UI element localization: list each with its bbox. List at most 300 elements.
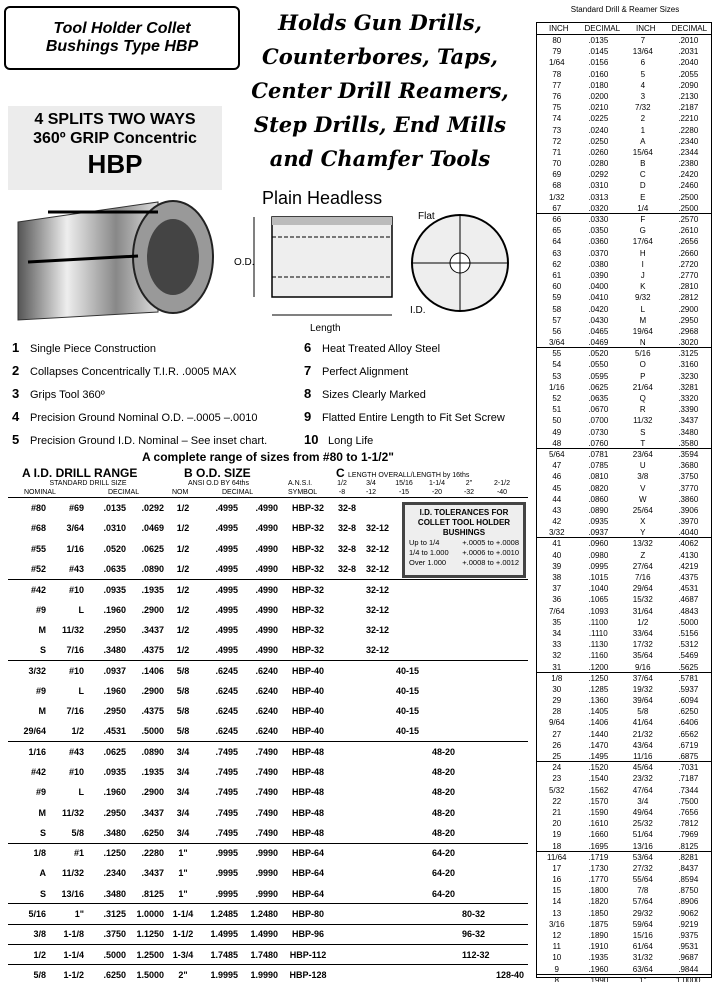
side-chart-cell: 3	[640, 91, 646, 101]
side-chart-cell: .4130	[678, 550, 699, 560]
tolerance-range: 1/4 to 1.000	[409, 548, 449, 557]
table-cell	[336, 863, 364, 883]
table-cell: 1"	[74, 909, 84, 920]
side-chart-cell: .0935	[588, 517, 609, 527]
feature-item	[12, 429, 302, 452]
bushing-photo	[8, 192, 218, 328]
table-cell	[336, 965, 364, 982]
side-chart-cell: T	[640, 438, 646, 448]
side-chart-cell: 54	[552, 360, 562, 370]
feature-number: 9	[304, 409, 312, 424]
table-row	[8, 924, 528, 944]
side-chart-cell: .1015	[588, 573, 609, 582]
side-chart-cell: 31/32	[632, 953, 653, 963]
side-chart-cell: 73	[552, 125, 562, 135]
table-cell: .4990	[255, 624, 278, 635]
side-chart-row	[537, 404, 711, 415]
side-chart-cell: .8750	[678, 886, 699, 896]
side-chart-cell: 53	[552, 371, 562, 381]
table-cell: 32-8	[338, 563, 357, 574]
length-code: -15	[398, 489, 410, 496]
table-cell: 1/2	[176, 563, 190, 574]
side-chart-cell: 7/64	[548, 606, 565, 616]
side-chart-cell: 36	[552, 595, 562, 605]
side-chart-cell: G	[639, 226, 646, 236]
table-cell	[336, 640, 364, 660]
side-chart-row	[537, 941, 711, 952]
table-cell	[336, 599, 364, 619]
side-chart-row	[537, 192, 711, 203]
table-cell: S	[39, 888, 46, 899]
table-cell: 1/2	[176, 523, 190, 534]
side-chart-cell: 21/32	[632, 729, 653, 739]
table-cell: .3480	[103, 888, 126, 899]
table-cell: 1/2	[176, 503, 190, 514]
table-cell: .4995	[215, 624, 238, 635]
side-chart-cell: 33	[552, 640, 562, 650]
table-cell: 1/2	[176, 644, 190, 655]
side-chart-cell: .3480	[678, 427, 699, 437]
side-chart-cell: 23/32	[632, 774, 653, 784]
table-cell	[364, 924, 394, 944]
table-cell: .1935	[141, 767, 164, 777]
table-cell	[336, 843, 364, 863]
side-chart-cell: K	[640, 282, 646, 292]
table-cell: 1-1/2	[172, 929, 194, 940]
side-chart-cell: E	[640, 192, 646, 202]
side-chart-cell: 22	[552, 796, 562, 806]
side-chart-cell: 17/32	[632, 640, 653, 650]
side-chart-cell: .1110	[588, 628, 608, 638]
side-chart-cell: .4219	[678, 561, 699, 571]
side-chart-cell: 29	[552, 696, 562, 706]
table-cell	[430, 640, 460, 660]
table-cell: 64-20	[432, 888, 456, 899]
side-chart-cell: .9062	[678, 908, 699, 918]
side-chart-cell: 43/64	[632, 740, 653, 750]
side-chart-cell: 5/32	[548, 785, 565, 795]
table-row	[8, 823, 528, 843]
side-chart-cell: 59/64	[632, 919, 653, 929]
side-chart-cell: Y	[640, 528, 646, 538]
side-chart-cell: 27	[552, 729, 562, 739]
table-cell: .4990	[255, 563, 278, 574]
side-chart-cell: 48	[552, 438, 562, 448]
side-chart-cell: .5000	[678, 617, 699, 627]
side-chart-cell: .0625	[588, 382, 609, 392]
side-chart-cell: U	[639, 461, 646, 471]
side-chart-cell: .1360	[588, 696, 609, 706]
table-cell: .7490	[255, 746, 278, 757]
table-cell: .6245	[215, 706, 238, 717]
table-cell: .1960	[103, 787, 126, 798]
table-cell: #55	[30, 543, 46, 554]
table-cell	[460, 742, 494, 762]
table-cell: .0135	[103, 503, 126, 514]
feature-number: 10	[304, 432, 319, 447]
side-chart-cell: .0380	[588, 259, 609, 269]
side-chart-cell: 45/64	[632, 763, 653, 773]
table-cell: .4990	[255, 604, 278, 615]
table-cell: A	[39, 868, 46, 879]
table-cell: S	[39, 644, 46, 655]
table-cell	[394, 904, 430, 924]
table-cell	[364, 802, 394, 822]
side-chart-cell: 57/64	[632, 897, 653, 907]
table-row	[8, 721, 528, 741]
side-chart-cell: I	[641, 259, 644, 269]
table-cell: HBP-40	[291, 726, 324, 737]
side-chart-cell: 21	[552, 807, 562, 817]
table-cell: 5/8	[176, 706, 190, 717]
side-chart-cell: 11	[552, 942, 561, 952]
side-chart-cell: .0370	[588, 248, 609, 258]
table-cell	[336, 742, 364, 762]
table-cell: 1-1/2	[63, 970, 84, 981]
side-chart-row	[537, 80, 711, 91]
side-chart-cell: 21/64	[632, 382, 653, 392]
side-chart-cell: 1.0000	[676, 975, 701, 982]
length-header: 2-1/2	[494, 480, 510, 487]
side-chart-row	[537, 919, 711, 930]
feature-number: 8	[304, 386, 312, 401]
side-chart-cell: 41/64	[632, 718, 653, 728]
side-chart-cell: X	[640, 517, 646, 527]
side-chart-cell: .0700	[588, 416, 609, 426]
table-cell	[336, 884, 364, 904]
side-chart-cell: .0360	[588, 237, 609, 247]
side-chart-cell: 4	[640, 80, 646, 90]
side-chart-cell: 77	[552, 80, 562, 90]
side-chart-cell: L	[640, 304, 646, 314]
side-chart-cell: 7/8	[637, 886, 649, 896]
table-cell: .6245	[215, 665, 238, 676]
side-chart-row	[537, 807, 711, 818]
side-chart-cell: .0320	[588, 203, 609, 213]
side-chart-row	[537, 818, 711, 829]
side-chart-cell: .7812	[678, 819, 699, 829]
side-chart-cell: 39/64	[632, 696, 653, 706]
side-chart-cell: 15/64	[632, 147, 653, 157]
table-cell: HBP-128	[289, 970, 327, 981]
side-chart-cell: .0210	[588, 103, 609, 113]
side-chart-row	[537, 471, 711, 482]
headline-line: and Chamfer Tools	[269, 146, 491, 171]
feature-number: 5	[12, 432, 20, 447]
side-chart-row	[537, 684, 711, 695]
table-row	[8, 782, 528, 802]
table-cell: 32-8	[338, 543, 357, 554]
side-chart-cell: .1470	[588, 740, 609, 750]
table-cell: HBP-32	[291, 604, 324, 615]
side-chart-cell: .1935	[588, 953, 609, 963]
side-chart-cell: 56	[552, 326, 562, 336]
table-cell: .7495	[215, 746, 238, 757]
table-cell: #42	[30, 584, 46, 595]
side-chart-cell: 44	[552, 494, 562, 504]
flat-label: Flat	[418, 211, 435, 222]
table-cell: 32-8	[338, 503, 357, 514]
length-header: 15/16	[395, 480, 413, 487]
side-chart-cell: Z	[640, 550, 646, 560]
table-cell	[394, 802, 430, 822]
title-box	[4, 6, 240, 70]
table-cell: #43	[68, 746, 84, 757]
table-cell: 1.0000	[136, 909, 164, 920]
side-chart-cell: .3750	[678, 472, 699, 482]
side-chart-cell: 15/32	[632, 595, 653, 605]
side-chart-cell: 51	[552, 405, 562, 415]
table-row	[8, 660, 528, 680]
side-chart-cell: 35	[552, 617, 562, 627]
table-cell	[460, 823, 494, 843]
side-chart-cell: 68	[552, 181, 562, 191]
side-chart-cell: .6094	[678, 696, 699, 706]
side-chart-cell: 41	[552, 539, 562, 549]
side-chart-cell: .3906	[678, 505, 699, 515]
side-chart-cell: .8125	[678, 841, 699, 851]
table-cell: .0890	[141, 746, 164, 757]
feature-item	[304, 360, 530, 383]
side-chart-cell: .0960	[588, 539, 609, 549]
side-chart-cell: 18	[552, 841, 562, 851]
table-cell	[494, 924, 528, 944]
side-chart-cell: .7031	[678, 763, 699, 773]
table-cell: .7495	[215, 827, 238, 838]
table-cell: 1/8	[33, 848, 46, 859]
table-cell: .2900	[141, 787, 164, 798]
table-cell: .6240	[255, 726, 278, 737]
table-cell: 1/2	[176, 624, 190, 635]
side-chart-cell: 1/32	[548, 192, 565, 202]
side-chart-cell: 5/64	[548, 449, 565, 459]
table-cell	[460, 863, 494, 883]
side-chart-row	[537, 628, 711, 639]
side-chart-cell: 19/32	[632, 684, 653, 694]
table-cell: .0520	[103, 543, 126, 554]
table-cell: 1-1/4	[172, 909, 194, 920]
side-chart-cell: 42	[552, 517, 562, 527]
side-chart-cell: .2660	[678, 248, 699, 258]
side-chart-cell: M	[639, 315, 647, 325]
side-chart-cell: .2090	[678, 80, 699, 90]
side-chart-cell: 26	[552, 740, 562, 750]
side-chart-cell: 3/64	[548, 338, 565, 348]
side-chart-cell: 7	[640, 36, 646, 45]
side-chart-cell: .7656	[678, 807, 699, 817]
table-cell: .9995	[215, 848, 238, 859]
side-chart-row	[537, 930, 711, 941]
side-chart-cell: .3390	[678, 405, 699, 415]
table-cell	[430, 620, 460, 640]
table-header	[8, 466, 528, 498]
table-cell: .2900	[141, 604, 164, 615]
table-cell	[494, 802, 528, 822]
side-chart-cell: .5781	[678, 673, 699, 683]
features-right	[304, 337, 530, 452]
table-cell: .1960	[103, 604, 126, 615]
side-chart-row	[537, 438, 711, 449]
table-cell: 3/64	[66, 523, 84, 534]
table-row	[8, 945, 528, 965]
side-chart-cell: F	[640, 215, 646, 224]
side-chart-cell: 62	[552, 259, 562, 269]
side-chart-cell: .1250	[588, 673, 609, 683]
side-chart-cell: .0145	[588, 47, 609, 57]
side-chart-cell: .1285	[588, 684, 609, 694]
tolerance-value: +.0005 to +.0008	[462, 538, 519, 547]
table-row	[8, 640, 528, 660]
table-cell	[494, 721, 528, 741]
table-cell	[430, 681, 460, 701]
table-cell	[430, 579, 460, 599]
side-chart-row	[537, 673, 711, 684]
tolerance-title: I.D. TOLERANCES FOR COLLET TOOL HOLDER BUSHINGS	[417, 508, 511, 537]
side-chart-cell: 11/32	[633, 416, 653, 426]
table-cell: .5000	[103, 949, 126, 960]
section-b-nominal: NOM	[172, 489, 189, 496]
side-chart-cell: .0260	[588, 147, 609, 157]
side-chart-row	[537, 214, 711, 225]
table-row	[8, 742, 528, 762]
side-chart-cell: 23/64	[632, 449, 653, 459]
side-chart-cell: 8	[554, 975, 559, 982]
table-cell: L	[78, 604, 84, 615]
side-chart-cell: .1520	[588, 763, 609, 773]
tolerance-box	[402, 502, 526, 578]
table-cell: 48-20	[432, 787, 456, 798]
side-chart-cell: .0937	[588, 528, 609, 538]
table-cell: HBP-32	[291, 563, 324, 574]
side-chart-cell: .2055	[678, 69, 699, 79]
table-cell: .3750	[103, 929, 126, 940]
table-cell	[430, 701, 460, 721]
side-chart-cell: .9531	[678, 942, 699, 952]
table-cell	[364, 721, 394, 741]
table-cell: HBP-80	[291, 909, 324, 920]
side-chart-cell: .3770	[678, 483, 699, 493]
side-chart-cell: 1	[640, 125, 646, 135]
side-chart-cell: 50	[552, 416, 562, 426]
side-chart-cell: .0785	[588, 461, 609, 471]
side-chart-cell: .3860	[678, 494, 699, 504]
side-chart-cell: 61	[552, 270, 562, 280]
table-cell: 2"	[178, 970, 188, 981]
side-chart-cell: .1850	[588, 908, 609, 918]
table-cell: #10	[68, 584, 84, 595]
side-chart-cell: 17	[552, 863, 562, 873]
side-chart-cell: R	[639, 405, 646, 415]
side-chart-cell: Q	[639, 394, 646, 403]
table-cell: .2900	[141, 685, 164, 696]
side-chart-cell: B	[640, 159, 646, 169]
side-chart-cell: D	[639, 181, 646, 191]
section-a-nominal: NOMINAL	[24, 489, 56, 496]
side-chart-cell: 1/64	[548, 58, 565, 68]
side-chart-row	[537, 315, 711, 326]
col-inch: INCH	[548, 24, 569, 33]
table-cell: 3/8	[33, 929, 46, 940]
side-chart-cell: .2187	[678, 103, 699, 113]
side-chart-cell: 2	[640, 114, 646, 124]
side-chart-cell: .0350	[588, 226, 609, 236]
side-chart-cell: .2500	[678, 203, 699, 213]
side-chart-cell: .2570	[678, 215, 699, 224]
side-chart-cell: .0410	[588, 293, 609, 303]
side-chart-cell: P	[640, 371, 646, 381]
side-chart-cell: 71	[552, 147, 562, 157]
side-chart-cell: .8906	[678, 897, 699, 907]
table-cell: HBP-48	[291, 807, 324, 818]
side-chart-row	[537, 248, 711, 259]
side-chart-cell: C	[639, 170, 646, 180]
table-cell: 1.4995	[210, 929, 238, 940]
side-chart-row	[537, 885, 711, 896]
side-chart-cell: .0280	[588, 159, 609, 169]
side-chart-cell: 33/64	[632, 628, 653, 638]
table-cell: #43	[68, 563, 84, 574]
side-chart-row	[537, 359, 711, 370]
table-cell	[460, 965, 494, 982]
side-chart-row	[537, 863, 711, 874]
side-chart-cell: .4843	[678, 606, 699, 616]
table-cell: HBP-40	[291, 665, 324, 676]
side-chart-cell: 3/4	[637, 796, 649, 806]
table-cell	[460, 599, 494, 619]
table-cell: .0935	[103, 767, 126, 777]
side-chart-row	[537, 516, 711, 527]
table-cell	[336, 782, 364, 802]
side-chart-cell: .3437	[678, 416, 699, 426]
grip-model: HBP	[87, 149, 143, 179]
feature-item	[12, 383, 302, 406]
feature-item	[304, 383, 530, 406]
side-chart-cell: .2810	[678, 282, 699, 292]
side-chart-cell: 32	[552, 651, 562, 661]
tolerance-row	[405, 538, 523, 548]
table-cell: .4990	[255, 523, 278, 534]
side-chart-cell: 13/32	[632, 539, 653, 549]
table-cell: 11/32	[61, 624, 84, 635]
side-chart-cell: .4062	[678, 539, 699, 549]
side-chart-cell: 25/64	[632, 505, 653, 515]
side-chart-cell: 45	[552, 483, 562, 493]
side-chart-cell: .9687	[678, 953, 699, 963]
table-cell	[336, 823, 364, 843]
side-chart-row	[537, 975, 711, 982]
side-chart-cell: 43	[552, 505, 562, 515]
table-cell: 1-1/8	[63, 929, 84, 940]
side-chart-cell: 38	[552, 573, 562, 582]
side-chart-row	[537, 896, 711, 907]
table-cell: .5000	[141, 726, 164, 737]
side-chart-cell: .1590	[588, 807, 609, 817]
side-chart-row	[537, 483, 711, 494]
table-cell: .0635	[103, 563, 126, 574]
side-chart-row	[537, 147, 711, 158]
side-chart-cell: .1719	[588, 852, 609, 862]
od-label: O.D.	[234, 257, 255, 268]
side-chart-cell: 31/64	[632, 606, 653, 616]
side-chart-cell: 37/64	[632, 673, 653, 683]
side-chart-cell: 12	[552, 931, 562, 940]
table-cell: .0292	[141, 503, 164, 514]
side-chart-cell: .4687	[678, 595, 699, 605]
table-cell: M	[38, 624, 46, 635]
side-chart-row	[537, 639, 711, 650]
table-cell: 1"	[178, 888, 188, 899]
table-cell: .0469	[141, 523, 164, 534]
